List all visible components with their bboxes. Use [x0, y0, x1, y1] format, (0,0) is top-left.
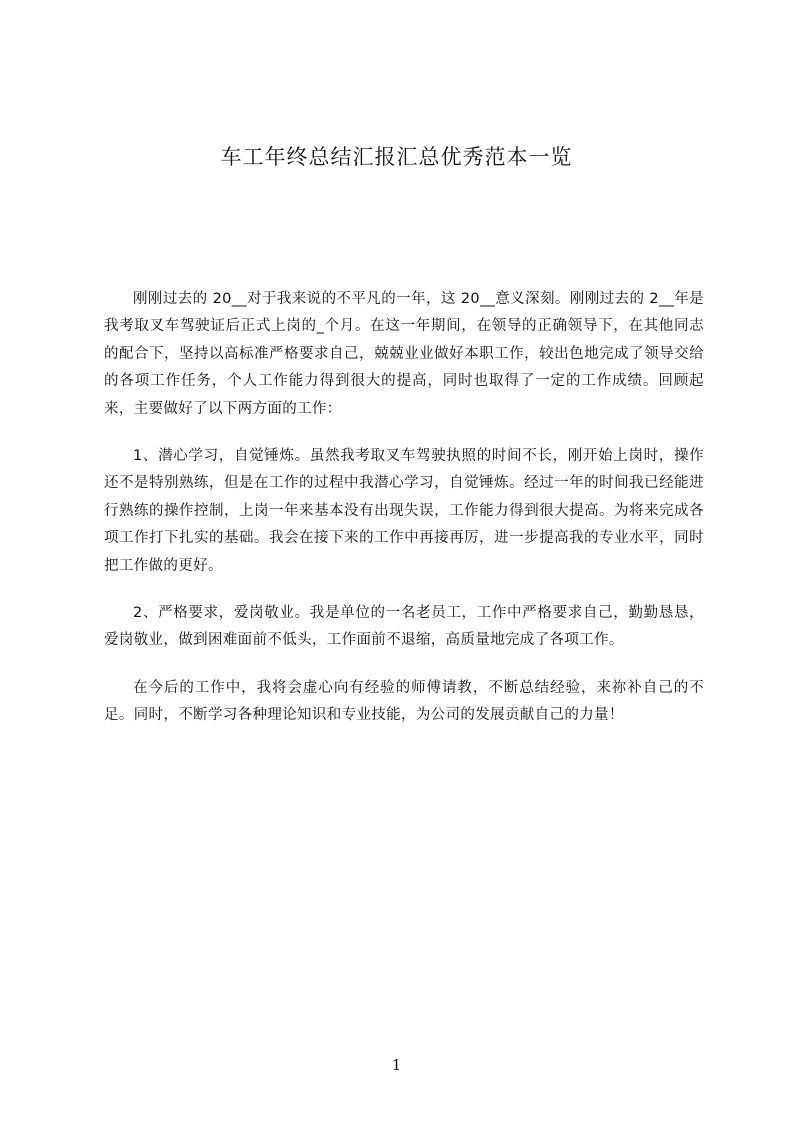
paragraph-point-1: 1、潜心学习，自觉锤炼。虽然我考取叉车驾驶执照的时间不长，刚开始上岗时，操作还不是特别熟练，但是在工作的过程中我潜心学习，自觉锤炼。经过一年的时间我已经能进行熟练的操作控制，上岗一年来基本没有出现失误，工作能力得到很大提高。为将来完成各项工作打下扎实的基础。我会在接下来的工作中再接再厉，进一步提高我的专业水平，同时把工作做的更好。 — [104, 448, 704, 574]
paragraph-conclusion: 在今后的工作中，我将会虚心向有经验的师傅请教，不断总结经验，来祢补自己的不足。同时，不断学习各种理论知识和专业技能，为公司的发展贡献自己的力量！ — [104, 679, 704, 724]
paragraph-intro: 刚刚过去的 20__对于我来说的不平凡的一年，这 20__意义深刻。刚刚过去的 2__年是我考取叉车驾驶证后正式上岗的_个月。在这一年期间，在领导的正确领导下，在其他同志的配合下，坚持以高标准严格要求自己，兢兢业业做好本职工作，较出色地完成了领导交给的各项工作任务，个人工作能力得到很大的提高，同时也取得了一定的工作成绩。回顾起来，主要做好了以下两方面的工作： — [104, 291, 704, 417]
paragraph-point-2: 2、严格要求，爱岗敬业。我是单位的一名老员工，工作中严格要求自己，勤勤恳恳，爱岗敬业，做到困难面前不低头，工作面前不退缩，高质量地完成了各项工作。 — [104, 605, 704, 649]
page-number: 1 — [391, 1056, 402, 1074]
document-body — [104, 286, 704, 750]
document-title: 车工年终总结汇报汇总优秀范本一览 — [220, 145, 573, 169]
